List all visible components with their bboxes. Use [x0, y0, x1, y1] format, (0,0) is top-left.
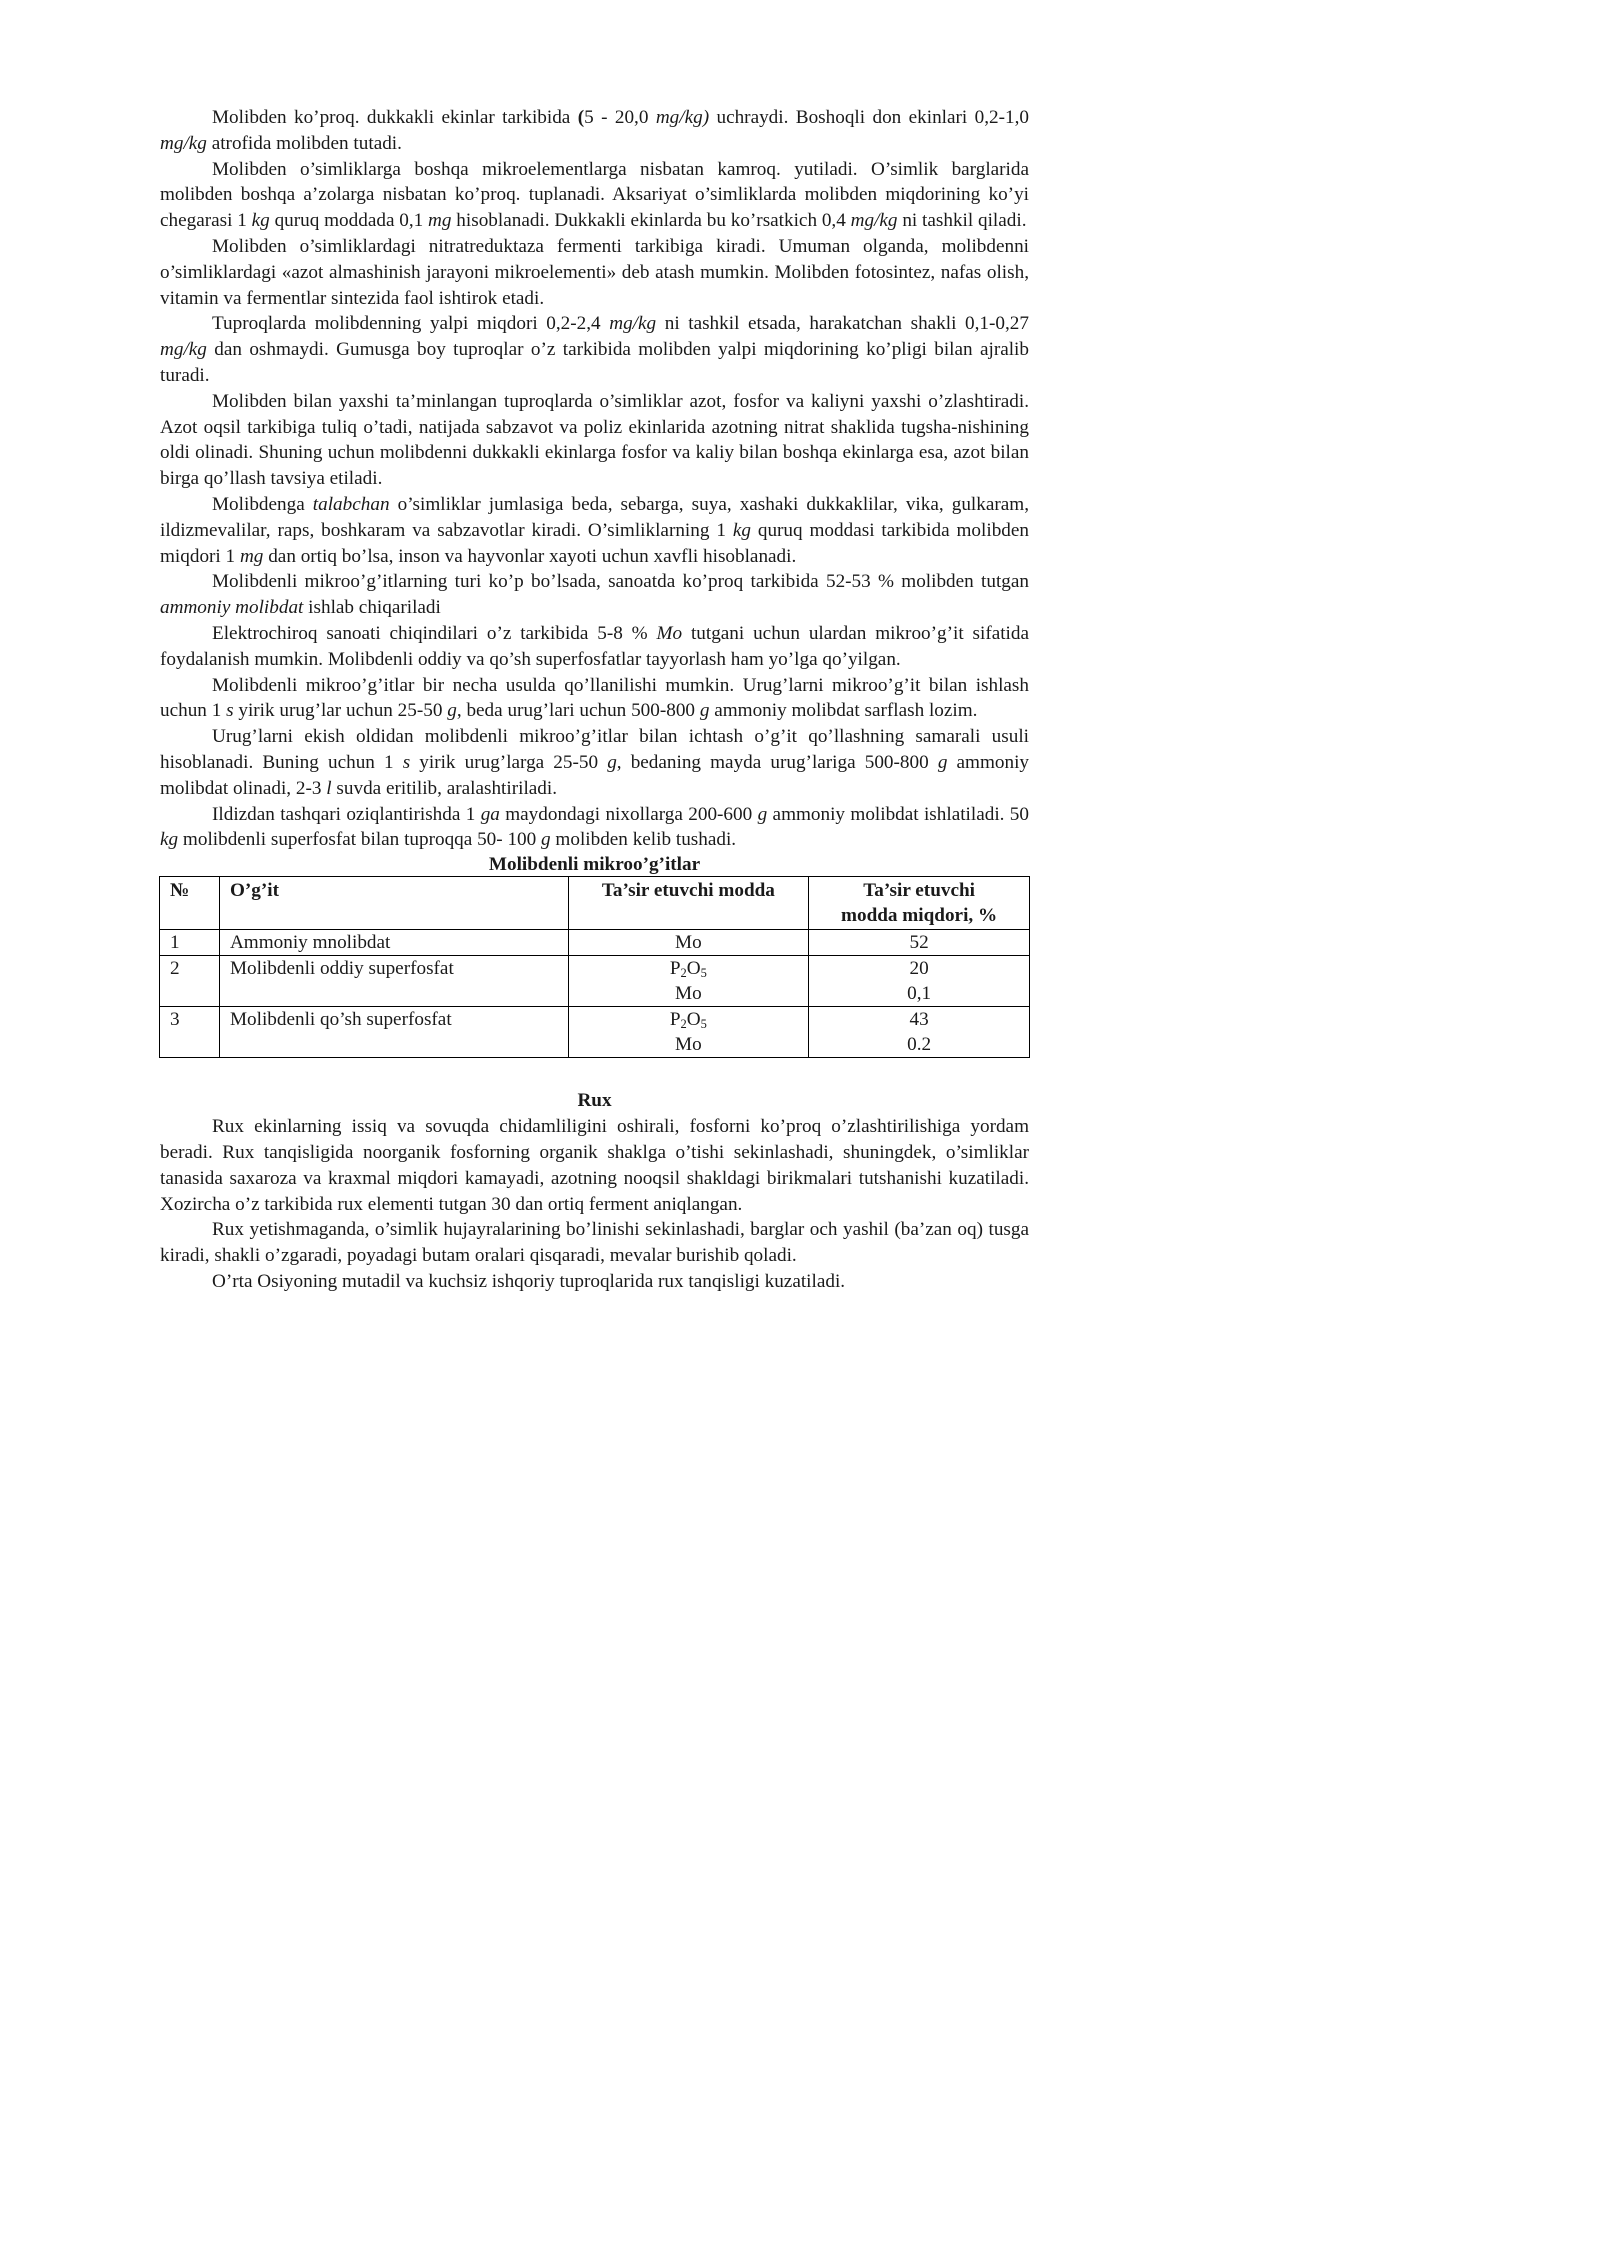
table-title: Molibdenli mikroo’g’itlar: [488, 854, 701, 876]
header-amount-line1: Ta’sir etuvchi: [863, 880, 975, 902]
paragraph: Ildizdan tashqari oziqlantirishda 1 ga maydondagi nixollarga 200-600 g ammoniy molibdat ishlatiladi. 50 kg molibdenli superfosfat bilan tuproqqa 50- 100 g molibden kelib tushadi.: [160, 803, 1029, 851]
row-number: 2: [160, 956, 220, 1007]
paragraph: Tuproqlarda molibdenning yalpi miqdori 0,2-2,4 mg/kg ni tashkil etsada, harakatchan shakli 0,1-0,27 mg/kg dan oshmaydi. Gumusga boy tuproqlar o’z tarkibida molibden yalpi miqdorining ko’pligi bilan ajralib turadi.: [160, 313, 1029, 386]
document-page: [160, 105, 1029, 1295]
active-substance: $P_2O_5$ Mo: [568, 1007, 809, 1058]
header-active-substance: Ta’sir etuvchi modda: [568, 877, 809, 930]
body-text-bottom: [160, 1114, 1029, 1295]
paragraph: Molibden bilan yaxshi ta’minlangan tuproqlarda o’simliklar azot, fosfor va kaliyni yaxshi o’zlashtiradi. Azot oqsil tarkibiga tuliq o’tadi, natijada sabzavot va poliz ekinlarida azotning nitrat shaklida tugsha-nishining oldi olinadi. Shuning uchun molibdenni dukkakli ekinlarga fosfor va kaliy bilan boshqa ekinlarga esa, azot bilan birga qo’llash tavsiya etiladi.: [160, 390, 1029, 490]
paragraph: Rux yetishmaganda, o’simlik hujayralarining bo’linishi sekinlashadi, barglar och yashil (ba’zan oq) tusga kiradi, shakli o’zgaradi, poyadagi butam oralari qisqaradi, mevalar burishib qoladi.: [160, 1219, 1029, 1267]
paragraph: Molibdenli mikroo’g’itlar bir necha usulda qo’llanilishi mumkin. Urug’larni mikroo’g’it bilan ishlash uchun 1 s yirik urug’lar uchun 25-50 g, beda urug’lari uchun 500-800 g ammoniy molibdat sarflash lozim.: [160, 674, 1029, 722]
paragraph: Molibdenli mikroo’g’itlarning turi ko’p bo’lsada, sanoatda ko’proq tarkibida 52-53 % molibden tutgan ammoniy molibdat ishlab chiqariladi: [160, 571, 1029, 619]
paragraph: Molibdenga talabchan o’simliklar jumlasiga beda, sebarga, suya, xashaki dukkaklilar, vika, gulkaram, ildizmevalilar, raps, boshkaram va sabzavotlar kiradi. O’simliklarning 1 kg quruq moddasi tarkibida molibden miqdori 1 mg dan ortiq bo’lsa, inson va hayvonlar xayoti uchun xavfli hisoblanadi.: [160, 493, 1029, 567]
header-number: №: [160, 877, 220, 930]
fertilizer-name: Molibdenli qo’sh superfosfat: [219, 1007, 568, 1058]
paragraph: Molibden ko’proq. dukkakli ekinlar tarkibida (5 - 20,0 mg/kg) uchraydi. Boshoqli don ekinlari 0,2-1,0 mg/kg atrofida molibden tutadi.: [160, 107, 1029, 154]
row-number: 1: [160, 930, 220, 956]
table-row: [160, 956, 1030, 1007]
row-number: 3: [160, 1007, 220, 1058]
header-substance-amount: [809, 877, 1030, 930]
substance-amount: 52: [809, 930, 1030, 956]
fertilizer-table: [159, 876, 1030, 1058]
paragraph: Rux ekinlarning issiq va sovuqda chidamliligini oshirali, fosforni ko’proq o’zlashtirilishiga yordam beradi. Rux tanqisligida noorganik fosforning organik shaklga o’tishi sekinlashadi, shuningdek, o’simliklar tanasida saxaroza va kraxmal miqdori kamayadi, azotning nooqsil shakldagi birikmalari tutshanishi kuzatiladi. Xozircha o’z tarkibida rux elementi tutgan 30 dan ortiq ferment aniqlangan.: [160, 1116, 1029, 1215]
body-text-top: [160, 105, 1029, 853]
header-fertilizer: O’g’it: [219, 877, 568, 930]
substance-amount: 43 0.2: [809, 1007, 1030, 1058]
table-row: [160, 930, 1030, 956]
paragraph: Elektrochiroq sanoati chiqindilari o’z tarkibida 5-8 % Mo tutgani uchun ulardan mikroo’g’it sifatida foydalanish mumkin. Molibdenli oddiy va qo’sh superfosfatlar tayyorlash ham yo’lga qo’yilgan.: [160, 622, 1029, 670]
table-row: [160, 1007, 1030, 1058]
active-substance: $P_2O_5$ Mo: [568, 956, 809, 1007]
table-body: [160, 930, 1030, 1058]
header-amount-line2: modda miqdori, %: [841, 905, 998, 927]
fertilizer-name: Ammoniy mnolibdat: [219, 930, 568, 956]
paragraph: Molibden o’simliklarga boshqa mikroelementlarga nisbatan kamroq. yutiladi. O’simlik barglarida molibden boshqa a’zolarga nisbatan ko’proq. tuplanadi. Aksariyat o’simliklarda molibden miqdorining ko’yi chegarasi 1 kg quruq moddada 0,1 mg hisoblanadi. Dukkakli ekinlarda bu ko’rsatkich 0,4 mg/kg ni tashkil qiladi.: [160, 158, 1029, 232]
section-heading: Rux: [577, 1090, 612, 1112]
paragraph: Molibden o’simliklardagi nitratreduktaza fermenti tarkibiga kiradi. Umuman olganda, molibdenni o’simliklardagi «azot almashinish jarayoni mikroelementi» deb atash mumkin. Molibden fotosintez, nafas olish, vitamin va fermentlar sintezida faol ishtirok etadi.: [160, 235, 1029, 309]
active-substance: Mo: [568, 930, 809, 956]
paragraph: O’rta Osiyoning mutadil va kuchsiz ishqoriy tuproqlarida rux tanqisligi kuzatiladi.: [212, 1270, 846, 1292]
table-header-row: [160, 877, 1030, 930]
substance-amount: 20 0,1: [809, 956, 1030, 1007]
fertilizer-name: Molibdenli oddiy superfosfat: [219, 956, 568, 1007]
paragraph: Urug’larni ekish oldidan molibdenli mikroo’g’itlar bilan ichtash o’g’it qo’llashning samarali usuli hisoblanadi. Buning uchun 1 s yirik urug’larga 25-50 g, bedaning mayda urug’lariga 500-800 g ammoniy molibdat olinadi, 2-3 l suvda eritilib, aralashtiriladi.: [160, 726, 1029, 799]
